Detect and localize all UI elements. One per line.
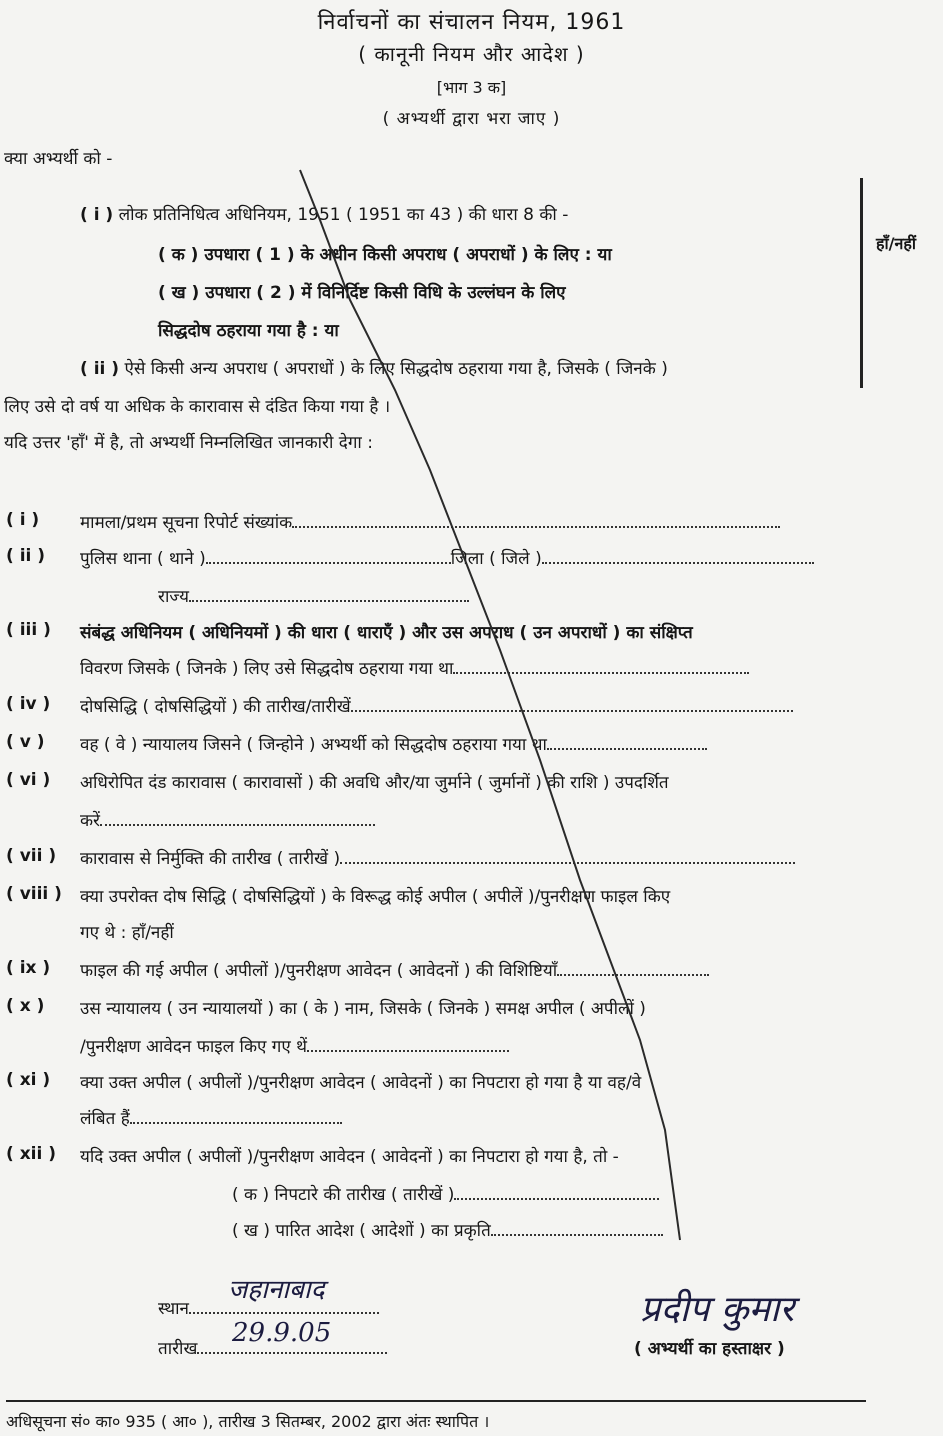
item-ii-label: पुलिस थाना ( थाने ) (80, 549, 206, 569)
item-iv-label: दोषसिद्धि ( दोषसिद्धियों ) की तारीख/तारीखें (80, 697, 351, 717)
item-vi-line1: अधिरोपित दंड कारावास ( कारावासों ) की अवधि और/या जुर्माने ( जुर्मानों ) की राशि ) उपदर्शित (80, 773, 669, 793)
item-x-line2 (80, 1034, 509, 1057)
item-iii-label: विवरण जिसके ( जिनके ) लिए उसे सिद्धदोष ठहराया गया था (80, 659, 454, 679)
yes-no-label: हाँ/नहीं (876, 234, 917, 253)
item-x-label: /पुनरीक्षण आवेदन फाइल किए गए थें (80, 1037, 308, 1057)
question-1-text: लोक प्रतिनिधित्व अधिनियम, 1951 ( 1951 का 43 ) की धारा 8 की - (118, 205, 569, 225)
item-xii-kha-label: ( ख ) पारित आदेश ( आदेशों ) का प्रकृति (232, 1221, 491, 1241)
item-v-label: वह ( वे ) न्यायालय जिसने ( जिन्होने ) अभ्यर्थी को सिद्धदोष ठहराया गया था (80, 735, 547, 755)
date-handwritten: 29.9.05 (232, 1318, 332, 1348)
item-ix-field (557, 974, 709, 976)
item-ix (80, 958, 709, 981)
item-i-label: मामला/प्रथम सूचना रिपोर्ट संख्यांक (80, 513, 293, 533)
state-field (189, 600, 469, 602)
item-v (80, 732, 707, 755)
footer-note: अधिसूचना सं० का० 935 ( आ० ), तारीख 3 सितम्बर, 2002 द्वारा अंतः स्थापित । (6, 1412, 490, 1431)
question-1-ka: ( क ) उपधारा ( 1 ) के अधीन किसी अपराध ( अपराधों ) के लिए : या (158, 245, 612, 265)
if-yes-instruction: यदि उत्तर 'हाँ' में है, तो अभ्यर्थी निम्नलिखित जानकारी देगा : (4, 433, 373, 453)
item-i-field (292, 526, 780, 528)
order-nature-field (491, 1234, 663, 1236)
item-vii-number: ( vii ) (6, 846, 57, 866)
fill-note: ( अभ्यर्थी द्वारा भरा जाए ) (382, 109, 561, 129)
item-viii-line1: क्या उपरोक्त दोष सिद्धि ( दोषसिद्धियों ) के विरूद्ध कोई अपील ( अपीलें )/पुनरीक्षण फाइल किए (80, 887, 671, 907)
item-ii-number: ( ii ) (6, 546, 46, 566)
question-2-text: ऐसे किसी अन्य अपराध ( अपराधों ) के लिए सिद्धदोष ठहराया गया है, जिसके ( जिनके ) (124, 359, 668, 379)
item-vi-line2 (80, 808, 375, 831)
disposal-date-field (454, 1198, 659, 1200)
item-ii-district-label: जिला ( जिले ) (450, 549, 542, 569)
question-1 (80, 202, 568, 225)
question-2-number: ( ii ) (80, 359, 120, 379)
item-i (80, 510, 780, 533)
item-i-number: ( i ) (6, 510, 40, 530)
item-ix-number: ( ix ) (6, 958, 51, 978)
answer-column-divider (860, 178, 863, 388)
item-vii-label: कारावास से निर्मुक्ति की तारीख ( तारीखें ) (80, 849, 341, 869)
district-field (542, 562, 814, 564)
item-xi-field (130, 1122, 342, 1124)
question-1-end: सिद्धदोष ठहराया गया है : या (158, 321, 339, 341)
item-iii-line2 (80, 656, 749, 679)
item-ii-state (158, 584, 469, 607)
item-v-field (547, 748, 707, 750)
question-2 (80, 356, 668, 379)
item-iii-number: ( iii ) (6, 620, 51, 640)
item-ii (80, 546, 814, 569)
item-iii-line1: संबंद्ध अधिनियम ( अधिनियमों ) की धारा ( धाराएँ ) और उस अपराध ( उन अपराधों ) का संक्षिप्त (80, 623, 693, 643)
item-vi-number: ( vi ) (6, 770, 51, 790)
item-xi-line2 (80, 1106, 342, 1129)
place-field (189, 1312, 379, 1314)
item-vi-label: करें (80, 811, 101, 831)
date-label: तारीख (158, 1339, 198, 1359)
item-iv-field (351, 710, 793, 712)
footer-rule (6, 1400, 866, 1402)
item-xii-kha (232, 1218, 663, 1241)
item-xii-number: ( xii ) (6, 1144, 56, 1164)
item-ix-label: फाइल की गई अपील ( अपीलों )/पुनरीक्षण आवेदन ( आवेदनों ) की विशिष्टियाँ (80, 961, 558, 981)
item-viii-number: ( viii ) (6, 884, 62, 904)
item-viii-line2: गए थे : हाँ/नहीं (80, 923, 174, 943)
document-title: निर्वाचनों का संचालन नियम, 1961 (317, 10, 626, 35)
item-xi-line1: क्या उक्त अपील ( अपीलों )/पुनरीक्षण आवेदन ( आवेदनों ) का निपटारा हो गया है या वह/वे (80, 1073, 642, 1093)
document-subtitle: ( कानूनी नियम और आदेश ) (358, 42, 585, 66)
item-ii-state-label: राज्य (158, 587, 189, 607)
item-xi-label: लंबित हैं (80, 1109, 130, 1129)
item-xii-ka-label: ( क ) निपटारे की तारीख ( तारीखें ) (232, 1185, 455, 1205)
item-vii-field (340, 862, 795, 864)
item-iv-number: ( iv ) (6, 694, 51, 714)
place-label: स्थान (158, 1299, 189, 1319)
item-xii-line1: यदि उक्त अपील ( अपीलों )/पुनरीक्षण आवेदन ( आवेदनों ) का निपटारा हो गया है, तो - (80, 1147, 619, 1167)
part-label: [भाग 3 क] (436, 78, 507, 97)
signature-label: ( अभ्यर्थी का हस्ताक्षर ) (634, 1339, 785, 1359)
intro-text: क्या अभ्यर्थी को - (4, 149, 113, 169)
police-station-field (206, 562, 451, 564)
place-handwritten: जहानाबाद (228, 1275, 325, 1305)
item-xi-number: ( xi ) (6, 1070, 51, 1090)
item-v-number: ( v ) (6, 732, 45, 752)
item-x-number: ( x ) (6, 996, 45, 1016)
item-iii-field (453, 672, 749, 674)
date-field (197, 1352, 387, 1354)
item-vii (80, 846, 795, 869)
item-x-field (307, 1050, 509, 1052)
item-vi-field (100, 824, 375, 826)
question-1-number: ( i ) (80, 205, 114, 225)
question-1-kha: ( ख ) उपधारा ( 2 ) में विनिर्दिष्ट किसी विधि के उल्लंघन के लिए (158, 283, 566, 303)
item-xii-ka (232, 1182, 659, 1205)
question-2-continuation: लिए उसे दो वर्ष या अधिक के कारावास से दंडित किया गया है । (4, 397, 391, 417)
item-iv (80, 694, 793, 717)
item-x-line1: उस न्यायालय ( उन न्यायालयों ) का ( के ) नाम, जिसके ( जिनके ) समक्ष अपील ( अपीलों ) (80, 999, 646, 1019)
candidate-signature: प्रदीप कुमार (640, 1289, 795, 1330)
